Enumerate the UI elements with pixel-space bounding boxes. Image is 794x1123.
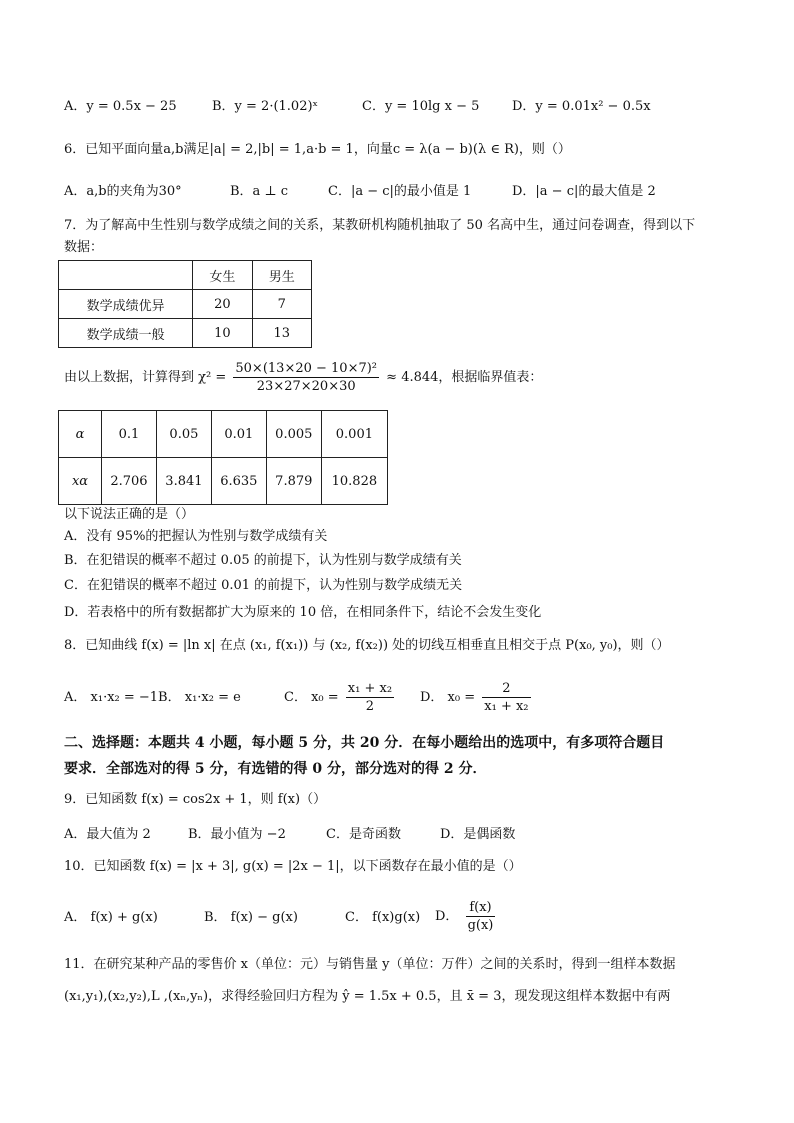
q7-stem-line2: 数据： [64, 240, 104, 255]
q10-option-d-fraction [466, 899, 496, 934]
section2-heading-line1: 二、选择题：本题共 4 小题，每小题 5 分，共 20 分．在每小题给出的选项中，有多项符合题目 [64, 735, 665, 751]
table-cell: 0.1 [102, 411, 157, 458]
formula-fraction [233, 360, 379, 395]
table-cell: 6.635 [211, 458, 266, 505]
q5-option-a: A．y = 0.5x − 25 [64, 99, 177, 114]
q8-option-d-fraction [482, 680, 530, 715]
table-cell: 10.828 [321, 458, 387, 505]
formula-denominator: 23×27×20×30 [256, 379, 356, 394]
q10-option-d [435, 899, 498, 935]
q9-option-a: A．最大值为 2 [64, 827, 151, 842]
q8-option-c-prefix: C． x₀ = [284, 690, 339, 705]
q10-option-c: C． f(x)g(x) [345, 910, 421, 925]
q11-line1: 11．在研究某种产品的零售价 x（单位：元）与销售量 y（单位：万件）之间的关系时，得到一组样本数据 [64, 957, 676, 972]
table-cell: 数学成绩优异 [59, 290, 193, 319]
q6-option-c: C．|a − c|的最小值是 1 [328, 184, 472, 199]
q6-option-b: B．a ⊥ c [230, 184, 289, 199]
q7-option-b: B．在犯错误的概率不超过 0.05 的前提下，认为性别与数学成绩有关 [64, 553, 462, 568]
table-cell: 0.05 [156, 411, 211, 458]
q10-option-d-prefix: D． [435, 909, 459, 924]
table-cell: 0.001 [321, 411, 387, 458]
q9-option-d: D．是偶函数 [440, 827, 516, 842]
q6-option-d: D．|a − c|的最大值是 2 [512, 184, 656, 199]
q8-option-d [420, 680, 534, 716]
table-cell: xα [59, 458, 102, 505]
table-cell: 7 [252, 290, 311, 319]
q10-option-a: A． f(x) + g(x) [64, 910, 158, 925]
q7-intro: 以下说法正确的是（） [64, 507, 195, 522]
table-cell [59, 261, 193, 290]
q6-stem: 6．已知平面向量a,b满足|a| = 2,|b| = 1,a·b = 1，向量c = λ(a − b)(λ ∈ R)，则（） [64, 142, 571, 157]
table-cell: 女生 [193, 261, 252, 290]
q8-options-ab: A． x₁·x₂ = −1B． x₁·x₂ = e [64, 690, 241, 705]
q6-option-a: A．a,b的夹角为30° [64, 184, 182, 199]
table-row [59, 411, 388, 458]
fraction-denominator: g(x) [467, 918, 494, 933]
q5-option-b: B．y = 2·(1.02)ˣ [212, 99, 319, 114]
q10-option-b: B． f(x) − g(x) [204, 910, 298, 925]
q8-option-d-prefix: D． x₀ = [420, 690, 476, 705]
q9-option-c: C．是奇函数 [326, 827, 401, 842]
q5-option-d: D．y = 0.01x² − 0.5x [512, 99, 651, 114]
table-header-row [59, 261, 312, 290]
table-cell: 3.841 [156, 458, 211, 505]
formula-suffix: ≈ 4.844，根据临界值表： [386, 370, 543, 385]
q5-option-c: C．y = 10lg x − 5 [362, 99, 480, 114]
q9-option-b: B．最小值为 −2 [188, 827, 286, 842]
fraction-numerator: 2 [482, 680, 530, 698]
q9-stem: 9．已知函数 f(x) = cos2x + 1，则 f(x)（） [64, 792, 327, 807]
table-cell: 0.005 [266, 411, 321, 458]
q11-line2: (x₁,y₁),(x₂,y₂),L ,(xₙ,yₙ)，求得经验回归方程为 ŷ = 1.5x + 0.5，且 x̄ = 3，现发现这组样本数据中有两 [64, 989, 671, 1004]
fraction-denominator: 2 [365, 699, 375, 714]
section2-heading-line2: 要求．全部选对的得 5 分，有选错的得 0 分，部分选对的得 2 分． [64, 761, 487, 777]
q7-option-d: D．若表格中的所有数据都扩大为原来的 10 倍，在相同条件下，结论不会发生变化 [64, 605, 542, 620]
table-cell: 0.01 [211, 411, 266, 458]
table-row [59, 319, 312, 348]
formula-prefix: 由以上数据，计算得到 χ² = [64, 370, 227, 385]
formula-numerator: 50×(13×20 − 10×7)² [235, 361, 378, 376]
q10-stem: 10．已知函数 f(x) = |x + 3|, g(x) = |2x − 1|，以下函数存在最小值的是（） [64, 859, 522, 874]
table-cell: 数学成绩一般 [59, 319, 193, 348]
fraction-denominator: x₁ + x₂ [484, 699, 529, 714]
table-cell: 男生 [252, 261, 311, 290]
table-row [59, 290, 312, 319]
table-cell: 2.706 [102, 458, 157, 505]
critical-value-table [58, 410, 388, 505]
table-cell: α [59, 411, 102, 458]
q8-option-c-fraction [346, 680, 394, 715]
chi-square-formula [64, 360, 542, 396]
q7-option-c: C．在犯错误的概率不超过 0.01 的前提下，认为性别与数学成绩无关 [64, 578, 463, 593]
table-cell: 10 [193, 319, 252, 348]
fraction-numerator: x₁ + x₂ [347, 681, 393, 696]
table-cell: 20 [193, 290, 252, 319]
fraction-numerator: f(x) [466, 899, 496, 917]
q7-option-a: A．没有 95%的把握认为性别与数学成绩有关 [64, 529, 328, 544]
table-cell: 7.879 [266, 458, 321, 505]
q7-stem-line1: 7．为了解高中生性别与数学成绩之间的关系，某教研机构随机抽取了 50 名高中生，通过问卷调查，得到以下 [64, 218, 696, 233]
q8-option-c [284, 680, 397, 716]
table-row [59, 458, 388, 505]
gender-score-table [58, 260, 312, 348]
q8-stem: 8．已知曲线 f(x) = |ln x| 在点 (x₁, f(x₁)) 与 (x₂, f(x₂)) 处的切线互相垂直且相交于点 P(x₀, y₀)，则（） [64, 638, 670, 653]
table-cell: 13 [252, 319, 311, 348]
